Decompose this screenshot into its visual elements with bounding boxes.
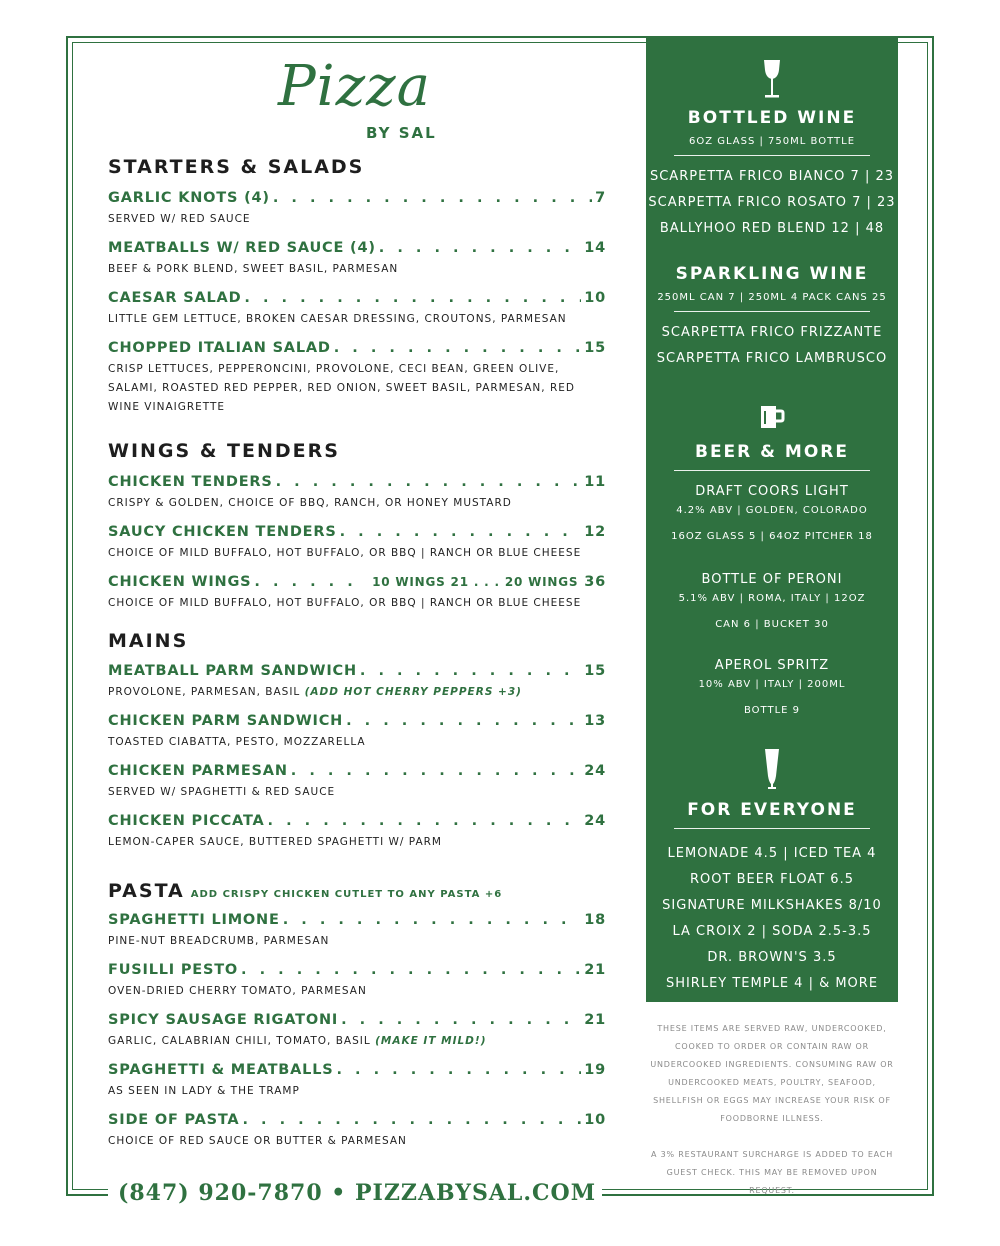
divider <box>674 155 870 156</box>
item-description: CHOICE OF MILD BUFFALO, HOT BUFFALO, OR BBQ | RANCH OR BLUE CHEESE <box>108 547 582 559</box>
menu-item <box>108 290 606 329</box>
item-name: MEATBALL PARM SANDWICH <box>108 663 357 679</box>
item-name: SPICY SAUSAGE RIGATONI <box>108 1012 339 1028</box>
menu-item <box>108 663 606 702</box>
item-price: 18 <box>584 912 606 928</box>
surcharge-notice: A 3% RESTAURANT SURCHARGE IS ADDED TO EACH GUEST CHECK. THIS MAY BE REMOVED UPON REQUEST. <box>650 1150 894 1195</box>
beer-item <box>646 570 898 634</box>
logo <box>270 52 460 152</box>
item-price: 10 <box>584 1112 606 1128</box>
wine-line: BALLYHOO RED BLEND 12 | 48 <box>659 221 885 236</box>
item-description: LEMON-CAPER SAUCE, BUTTERED SPAGHETTI W/ PARM <box>108 836 442 848</box>
divider <box>674 311 870 312</box>
item-name: CHICKEN PARM SANDWICH <box>108 713 344 729</box>
item-name: MEATBALLS W/ RED SAUCE (4) <box>108 240 376 256</box>
item-name: FUSILLI PESTO <box>108 962 239 978</box>
wine-line: SCARPETTA FRICO BIANCO 7 | 23 <box>649 169 895 184</box>
menu-item <box>108 713 606 752</box>
beer-mug-icon <box>646 402 898 434</box>
menu-item <box>108 340 606 417</box>
pasta-addon: ADD CRISPY CHICKEN CUTLET TO ANY PASTA +6 <box>190 889 503 900</box>
drink-line: SHIRLEY TEMPLE 4 | & MORE <box>665 976 879 991</box>
item-price: 24 <box>584 813 606 829</box>
item-name: GARLIC KNOTS (4) <box>108 190 270 206</box>
item-description: GARLIC, CALABRIAN CHILI, TOMATO, BASIL <box>108 1035 371 1047</box>
item-note: (MAKE IT MILD!) <box>375 1035 487 1047</box>
drink-line: LA CROIX 2 | SODA 2.5-3.5 <box>672 924 872 939</box>
beer-detail: 4.2% ABV | GOLDEN, COLORADO <box>676 505 868 516</box>
menu-item <box>108 813 606 852</box>
wine-glass-icon <box>646 58 898 104</box>
footer-contact: (847) 920-7870 • PIZZABYSAL.COM <box>117 1180 597 1206</box>
item-note: (ADD HOT CHERRY PEPPERS +3) <box>304 686 522 698</box>
item-name: CHICKEN WINGS <box>108 574 252 590</box>
item-name: CHICKEN TENDERS <box>108 474 273 490</box>
for-everyone-title: FOR EVERYONE <box>687 800 857 820</box>
item-price: 12 <box>584 524 606 540</box>
beer-detail: 5.1% ABV | ROMA, ITALY | 12OZ <box>678 593 866 604</box>
sparkling-wine-sizes: 250ML CAN 7 | 250ML 4 PACK CANS 25 <box>657 292 887 303</box>
menu-item <box>108 240 606 279</box>
menu-item <box>108 1012 606 1051</box>
beer-price: CAN 6 | BUCKET 30 <box>715 619 829 630</box>
item-name: CHOPPED ITALIAN SALAD <box>108 340 331 356</box>
item-name: SPAGHETTI & MEATBALLS <box>108 1062 334 1078</box>
wine-line: SCARPETTA FRICO FRIZZANTE <box>661 325 883 340</box>
divider <box>674 470 870 471</box>
sparkling-wine-section <box>646 264 898 372</box>
item-description: AS SEEN IN LADY & THE TRAMP <box>108 1085 300 1097</box>
beer-title: BEER & MORE <box>694 442 849 462</box>
pint-glass-icon <box>646 748 898 794</box>
drink-line: SIGNATURE MILKSHAKES 8/10 <box>662 898 882 913</box>
item-price: 21 <box>584 962 606 978</box>
beer-name: BOTTLE OF PERONI <box>701 572 843 587</box>
disclaimer <box>646 1020 898 1200</box>
divider <box>674 828 870 829</box>
item-price: 7 <box>595 190 606 206</box>
menu-item <box>108 574 606 613</box>
bottled-wine-title: BOTTLED WINE <box>687 108 857 128</box>
section-title-starters: STARTERS & SALADS <box>108 156 365 178</box>
item-description: CHOICE OF RED SAUCE OR BUTTER & PARMESAN <box>108 1135 407 1147</box>
menu-item <box>108 912 606 951</box>
beer-detail: 10% ABV | ITALY | 200ML <box>698 679 846 690</box>
menu-item <box>108 190 606 229</box>
beer-item <box>646 656 898 720</box>
item-name: SAUCY CHICKEN TENDERS <box>108 524 337 540</box>
section-title-pasta <box>108 880 502 902</box>
drink-line: LEMONADE 4.5 | ICED TEA 4 <box>667 846 877 861</box>
wine-line: SCARPETTA FRICO ROSATO 7 | 23 <box>648 195 896 210</box>
menu-item <box>108 474 606 513</box>
menu-item <box>108 1062 606 1101</box>
item-name: SIDE OF PASTA <box>108 1112 240 1128</box>
item-price-options: 10 WINGS 21 . . . 20 WINGS <box>372 575 579 589</box>
item-name: CHICKEN PICCATA <box>108 813 265 829</box>
item-price: 14 <box>584 240 606 256</box>
item-price: 15 <box>584 663 606 679</box>
item-name: SPAGHETTI LIMONE <box>108 912 280 928</box>
beer-name: DRAFT COORS LIGHT <box>695 484 849 499</box>
beer-section <box>646 442 898 479</box>
item-price: 11 <box>584 474 606 490</box>
drink-line: DR. BROWN'S 3.5 <box>707 950 837 965</box>
menu-item <box>108 1112 606 1151</box>
wine-line: SCARPETTA FRICO LAMBRUSCO <box>656 351 888 366</box>
item-price: 24 <box>584 763 606 779</box>
beer-price: 16OZ GLASS 5 | 64OZ PITCHER 18 <box>671 531 873 542</box>
bottled-wine-sizes: 6OZ GLASS | 750ML BOTTLE <box>688 136 856 147</box>
item-price: 13 <box>584 713 606 729</box>
raw-food-warning: THESE ITEMS ARE SERVED RAW, UNDERCOOKED, COOKED TO ORDER OR CONTAIN RAW OR UNDERCOOKED INGREDIENTS. CONSUMING RAW OR UNDERCOOKED MEATS, POULTRY, SEAFOOD, SHELLFISH OR EGGS MAY INCREASE YOUR RISK OF FOODBORNE ILLNESS. <box>650 1024 894 1123</box>
item-price: 15 <box>584 340 606 356</box>
drinks-panel <box>646 36 898 1002</box>
item-name: CAESAR SALAD <box>108 290 242 306</box>
item-description: CRISP LETTUCES, PEPPERONCINI, PROVOLONE, CECI BEAN, GREEN OLIVE, SALAMI, ROASTED RED PEPPER, RED ONION, SWEET BASIL, PARMESAN, RED WINE VINAIGRETTE <box>108 363 575 413</box>
item-price: 10 <box>584 290 606 306</box>
beer-name: APEROL SPRITZ <box>714 658 830 673</box>
section-title-wings: WINGS & TENDERS <box>108 440 340 462</box>
menu-item <box>108 524 606 563</box>
item-description: CHOICE OF MILD BUFFALO, HOT BUFFALO, OR BBQ | RANCH OR BLUE CHEESE <box>108 597 582 609</box>
sparkling-wine-title: SPARKLING WINE <box>675 264 869 284</box>
item-price: 21 <box>584 1012 606 1028</box>
item-description: PROVOLONE, PARMESAN, BASIL <box>108 686 301 698</box>
pasta-title: PASTA <box>108 880 185 902</box>
menu-item <box>108 763 606 802</box>
item-description: LITTLE GEM LETTUCE, BROKEN CAESAR DRESSING, CROUTONS, PARMESAN <box>108 313 567 325</box>
bottled-wine-section <box>646 108 898 242</box>
item-description: BEEF & PORK BLEND, SWEET BASIL, PARMESAN <box>108 263 399 275</box>
for-everyone-section <box>646 800 898 997</box>
beer-item <box>646 482 898 546</box>
item-description: TOASTED CIABATTA, PESTO, MOZZARELLA <box>108 736 366 748</box>
item-name: CHICKEN PARMESAN <box>108 763 288 779</box>
item-description: OVEN-DRIED CHERRY TOMATO, PARMESAN <box>108 985 367 997</box>
logo-subtitle: BY SAL <box>366 124 437 142</box>
item-description: SERVED W/ SPAGHETTI & RED SAUCE <box>108 786 336 798</box>
section-title-mains: MAINS <box>108 630 189 652</box>
beer-price: BOTTLE 9 <box>743 705 801 716</box>
item-description: PINE-NUT BREADCRUMB, PARMESAN <box>108 935 330 947</box>
menu-item <box>108 962 606 1001</box>
drink-line: ROOT BEER FLOAT 6.5 <box>690 872 854 887</box>
item-description: SERVED W/ RED SAUCE <box>108 213 251 225</box>
item-price: 19 <box>584 1062 606 1078</box>
logo-script: Pizza <box>278 54 431 119</box>
item-description: CRISPY & GOLDEN, CHOICE OF BBQ, RANCH, OR HONEY MUSTARD <box>108 497 512 509</box>
item-price: 36 <box>584 574 606 590</box>
